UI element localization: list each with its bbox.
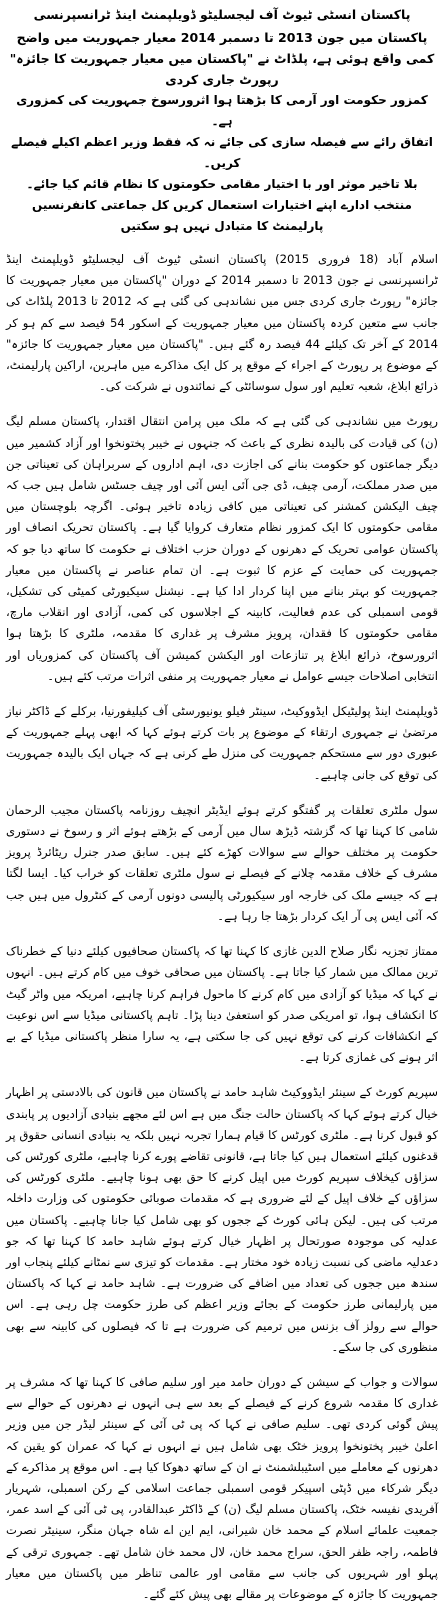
paragraph-report-findings: رپورٹ میں نشاندہی کی گئی ہے کہ ملک میں پرامن انتقال اقتدار، پاکستان مسلم لیگ (ن) کی قیادت کی بالیدہ نظری کے باعث کہ جنہوں نے خیبر پختونخوا اور آزاد کشمیر میں دیگر جماعتوں کو حکومت بنانے کی اجازت دی، اہم اداروں کے سربراہان کی تعیناتی جن میں صدر مملکت، آرمی چیف، ڈی جی آئی ایس آئی اور چیف جسٹس شامل ہیں جب کہ چیف الیکشن کمشنر کی تعیناتی میں کافی زیادہ تاخیر ہوئی۔ اگرچہ بلوچستان میں مقامی حکومتوں کا ایک کمزور نظام متعارف کروایا گیا ہے۔ پاکستان تحریک انصاف اور پاکستان عوامی تحریک کے دھرنوں کے دوران حزب اختلاف نے حکومت کا ساتھ دیا جو کہ جمہوریت کی حمایت کے عزم کا ثبوت ہے۔ ان تمام عناصر نے پاکستان میں معیار جمہوریت کو بہتر بنانے میں اپنا کردار ادا کیا ہے۔ نیشنل سیکیورٹی کمیٹی کی تشکیل، قومی اسمبلی کی عدم فعالیت، کابینہ کے اجلاسوں کی کمی، آزادی اور انقلاب مارچ، مقامی حکومتوں کا فقدان، پرویز مشرف پر غداری کا مقدمہ، ملٹری کا بڑھتا ہوا اثرورسوخ، ذرائع ابلاغ پر تنازعات اور الیکشن کمیشن آف پاکستان کی کمزوریاں اور انتخابی اصلاحات جیسے عوامل نے معیار جمہوریت پر منفی اثرات مرتب کئے ہیں۔ — [6, 414, 438, 683]
organization-title: پاکستان انسٹی ٹیوٹ آف لیجسلیٹو ڈویلپمنٹ اینڈ ٹرانسپرنسی — [33, 7, 411, 22]
paragraph-rule-of-law: سپریم کورٹ کے سینئر ایڈووکیٹ شاہد حامد نے پاکستان میں قانون کی بالادستی پر اظہار خیال کرتے ہوئے کہا کہ پاکستان حالت جنگ میں ہے اس لئے مجھے بنیادی آزادیوں پر پابندی کو قبول کرنا ہے۔ ملٹری کورٹس کا قیام ہمارا تجربہ نہیں بلکہ یہ بنیادی انسانی حقوق پر قدغنوں کیلئے استعمال ہیں کیا جاتا ہے، قانونی تقاضے پورے کرنا چاہیے، ملٹری کورٹس کی سزاؤں کیخلاف سپریم کورٹ میں اپیل کرنے کا حق بھی ہونا چاہیے۔ ملٹری کورٹس کی سزاؤں کے خلاف اپیل کے لئے ضروری ہے کہ مقدمات صوبائی حکومتوں کی وزارت داخلہ مرتب کی ہیں۔ لیکن ہائی کورٹ کے ججوں کو بھی شامل کیا جانا چاہیے۔ پاکستان میں عدلیہ کی موجودہ صورتحال پر اظہار خیال کرتے ہوئے شاہد حامد کا کہنا تھا کہ جو دعدلیہ ماضی کی نسبت زیادہ خود مختار ہے۔ مقدمات کو تیزی سے نمٹانے کیلئے پنجاب اور سندھ میں ججوں کی تعداد میں اضافے کی ضرورت ہے۔ شاہد حامد نے کہا کہ پاکستان میں پارلیمانی طرز حکومت کے بجائے وزیر اعظم کی طرز حکومت چل رہی ہے۔ اس حوالے سے رولز آف بزنس میں ترمیم کی ضرورت ہے تا کہ فیصلوں کی کابینہ سے بھی منظوری کی جا سکے۔ — [6, 1085, 438, 1354]
headline-point-2: اتفاق رائے سے فیصلہ سازی کی جائے نہ کہ فقط وزیر اعظم اکیلے فیصلے کریں۔ — [11, 135, 433, 170]
headline-point-3: بلا تاخیر موثر اور با اختیار مقامی حکومتوں کا نظام قائم کیا جائے۔ — [26, 177, 418, 191]
headline-main: پاکستان میں جون 2013 تا دسمبر 2014 معیار جمہوریت میں واضح کمی واقع ہوئی ہے، پلڈاٹ نے "پاکستان میں معیار جمہوریت کا جائزہ" رپورٹ جاری کردی — [9, 30, 435, 87]
paragraph-media: ممتاز تجزیہ نگار صلاح الدین غازی کا کہنا تھا کہ پاکستان صحافیوں کیلئے دنیا کے خطرناک ترین ممالک میں شمار کیا جاتا ہے۔ پاکستان میں صحافی خوف میں کام کرتے ہیں۔ انہوں نے کہا کہ میڈیا کو آزادی میں کام کرنے کا ماحول فراہم کرنا چاہیے، امریکہ میں واٹر گیٹ کا انکشاف ہوا، تو امریکی صدر کو استعفیٰ دینا پڑا۔ تاہم پاکستانی میڈیا سے اس نوعیت کے انکشافات کرنے کی توقع نہیں کی جا سکتی ہے، یہ سارا منظر پاکستانی میڈیا کے بے اثر ہونے کی غمازی کرتا ہے۔ — [6, 944, 438, 1065]
headline-point-1: کمزور حکومت اور آرمی کا بڑھتا ہوا اثرورسوخ جمہوریت کی کمزوری ہے۔ — [16, 93, 428, 128]
headline-point-4: منتخب ادارے اپنے اختیارات استعمال کریں کل جماعتی کانفرنسیں پارلیمنٹ کا متبادل نہیں ہو سکتیں — [32, 198, 412, 233]
paragraph-intro: اسلام آباد (18 فروری 2015) پاکستان انسٹی ٹیوٹ آف لیجسلیٹو ڈویلپمنٹ اینڈ ٹرانسپرنسی نے جون 2013 تا دسمبر 2014 کے دوران "پاکستان میں معیار جمہوریت کا جائزہ" رپورٹ جاری کردی جس میں نشاندہی کی گئی ہے کہ 2012 تا 2013 پلڈاٹ کی جانب سے متعین کردہ پاکستان میں معیار جمہوریت کے اسکور 54 فیصد سے کم ہو کر 2014 کے آخر تک کیلئے 44 فیصد رہ گئے ہیں۔ "پاکستان میں معیار جمہوریت کا جائزہ" کے موضوع پر رپورٹ کے اجراء کے موقع پر کل ایک مذاکرے میں ماہرین، اراکین پارلیمنٹ، ذرائع ابلاغ، شعبہ تعلیم اور سول سوسائٹی کے نمائندوں نے شرکت کی۔ — [6, 252, 438, 394]
paragraph-democratic-evolution: ڈویلپمنٹ اینڈ پولیٹیکل ایڈووکیٹ، سینٹر فیلو یونیورسٹی آف کیلیفورنیا، برکلے کے ڈاکٹر نیاز مرتضیٰ نے جمہوری ارتقاء کے موضوع پر بات کرتے ہوئے کہا کہ ابھی پہلے جمہوریت کے عبوری دور سے مستحکم جمہوریت کی منزل طے کرنی ہے کہ جہاں ایک بالیدہ جمہوریت کی توقع کی جانی چاہیے۔ — [6, 704, 438, 782]
paragraph-civil-military: سول ملٹری تعلقات پر گفتگو کرتے ہوئے ایڈیٹر انچیف روزنامہ پاکستان مجیب الرحمان شامی کا کہنا تھا کہ گزشتہ ڈیڑھ سال میں آرمی کے بڑھتے ہوئے اثر و رسوخ نے دستوری حکومت پر مختلف حوالے سے سوالات کھڑے کئے ہیں۔ سابق صدر جنرل ریٹائرڈ پرویز مشرف کے خلاف مقدمہ چلانے کے فیصلے نے سول ملٹری تعلقات کو خراب کیا۔ ایسا لگتا ہے کہ جیسے ملک کی خارجہ اور سیکیورٹی پالیسی دونوں آرمی کے کنٹرول میں ہیں جب کہ آئی ایس پی آر ایک کردار بڑھتا جا رہا ہے۔ — [6, 802, 438, 923]
header-spacer — [6, 237, 438, 249]
paragraph-qa-session: سوالات و جواب کے سیشن کے دوران حامد میر اور سلیم صافی کا کہنا تھا کہ مشرف پر غداری کا مقدمہ شروع کرنے کے فیصلے کے بعد سے ہی انہوں نے دھرنوں کے حوالے سے پیش گوئی کردی تھی۔ سلیم صافی نے کہا کہ پی ٹی آئی کے سینئر لیڈر جن میں وزیر اعلیٰ خیبر پختونخوا پرویز خٹک بھی شامل ہیں نے انہوں نے کہا کہ عمران کو یقین کہ دھرنوں کے معاملے میں اسٹیبلشمنٹ نے ان کے ساتھ دھوکا کیا ہے۔ اس موقع پر مذاکرے کے دیگر شرکاء میں ڈپٹی اسپیکر قومی اسمبلی جماعت اسلامی کے رکن اسمبلی، شہریار آفریدی نفیسہ خٹک، پاکستان مسلم لیگ (ن) کے ڈاکٹر عبدالقادر، پی ٹی آئی کے اسد عمر، جمعیت علمائے اسلام کے محمد خان شیرانی، ایم این اے شاہ جہان منگر، سینیٹر نصرت فاطمہ، راجہ ظفر الحق، سراج محمد خان، لال محمد خان شامل تھے۔ جمہوری ترقی کے پہلو اور شہریوں کی جانب سے مقامی اور عالمی تناظر میں پاکستان میں معیار جمہوریت کا جائزہ کے موضوعات پر مقالے بھی پیش کئے گئے۔ — [6, 1374, 438, 1601]
